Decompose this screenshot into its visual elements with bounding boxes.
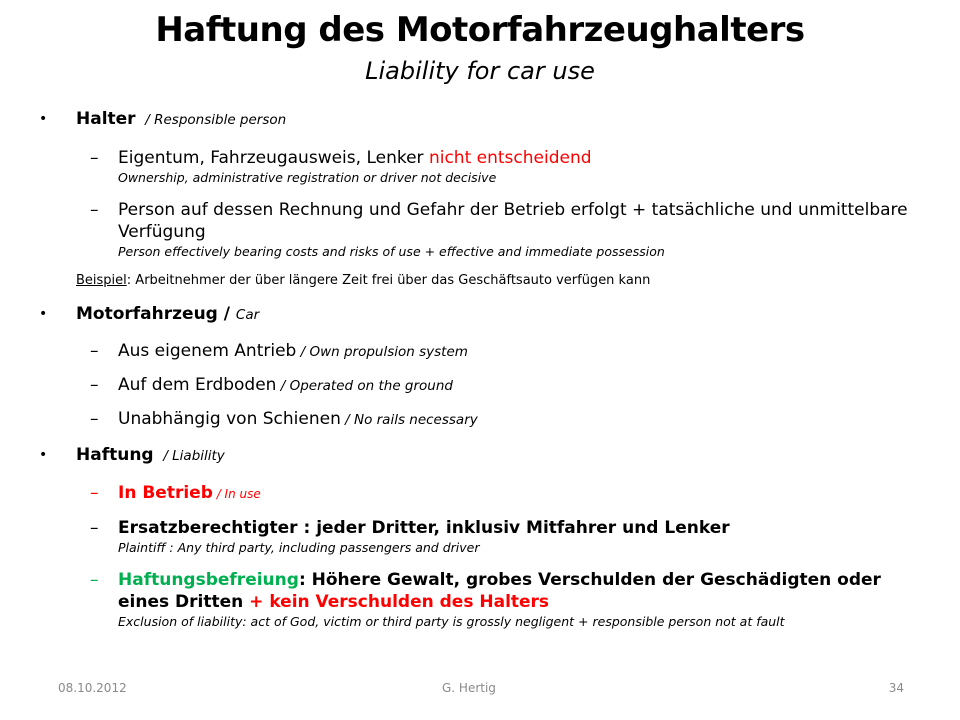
slide-content [0, 108, 960, 631]
item-eigentum [90, 147, 926, 187]
item-translation: / Own propulsion system [296, 344, 468, 360]
item-translation: Ownership, administrative registration or driver not decisive [118, 170, 497, 185]
heading-motorfahrzeug-translation: Car [235, 307, 260, 323]
item-translation: Plaintiff : Any third party, including passengers and driver [118, 540, 480, 555]
footer-author: G. Hertig [442, 681, 496, 695]
dash-icon: – [90, 200, 99, 220]
item-text: Person auf dessen Rechnung und Gefahr der Betrieb erfolgt + tatsächliche und unmittelbare Verfügung [118, 200, 908, 242]
example-line [76, 271, 960, 291]
item-red-text: nicht entscheidend [428, 148, 592, 168]
item-ersatzberechtigter [90, 517, 926, 557]
item-translation: / In use [212, 487, 261, 501]
item-text: Eigentum, Fahrzeugausweis, Lenker [118, 148, 429, 168]
heading-motorfahrzeug: Motorfahrzeug [76, 304, 218, 324]
heading-haftung: Haftung [76, 445, 154, 465]
item-text: : Höhere Gewalt, grobes Verschulden der Geschädigten oder eines Dritten [118, 570, 881, 612]
footer-page-number: 34 [888, 681, 904, 695]
heading-separator: / [217, 304, 236, 324]
item-translation: / Operated on the ground [276, 378, 453, 394]
item-text: Unabhängig von Schienen [118, 409, 341, 429]
item-haftungsbefreiung [90, 569, 926, 631]
slide-title: Haftung des Motorfahrzeughalters [155, 10, 805, 50]
heading-halter-translation: / Responsible person [145, 112, 287, 128]
item-erdboden [90, 374, 926, 397]
item-person [90, 199, 926, 261]
dash-icon: – [90, 518, 99, 538]
item-red-text: + kein Verschulden des Halters [249, 592, 550, 612]
example-text: Arbeitnehmer der über längere Zeit frei über das Geschäftsauto verfügen kann [131, 273, 651, 288]
bullet-icon: • [39, 447, 48, 463]
dash-icon: – [90, 483, 99, 503]
dash-icon: – [90, 341, 99, 361]
slide-subtitle: Liability for car use [365, 57, 595, 85]
item-translation: Exclusion of liability: act of God, victim or third party is grossly negligent + responsible person not at fault [118, 614, 785, 629]
item-text: In Betrieb [118, 483, 213, 503]
footer-date: 08.10.2012 [58, 681, 127, 695]
heading-haftung-translation: / Liability [163, 448, 225, 464]
item-green-text: Haftungsbefreiung [118, 570, 299, 590]
item-antrieb [90, 340, 926, 363]
bullet-halter [39, 108, 960, 131]
item-translation: / No rails necessary [340, 412, 478, 428]
item-text: Auf dem Erdboden [118, 375, 277, 395]
dash-icon: – [90, 148, 99, 168]
example-colon: : [126, 273, 132, 288]
item-text: Ersatzberechtigter : jeder Dritter, inklusiv Mitfahrer und Lenker [118, 518, 730, 538]
bullet-haftung [39, 444, 960, 467]
bullet-icon: • [39, 306, 48, 322]
bullet-motorfahrzeug [39, 303, 960, 326]
dash-icon: – [90, 409, 99, 429]
item-translation: Person effectively bearing costs and risks of use + effective and immediate possession [118, 244, 665, 259]
dash-icon: – [90, 375, 99, 395]
heading-halter: Halter [76, 109, 136, 129]
item-betrieb [90, 482, 926, 505]
bullet-icon: • [39, 111, 48, 127]
item-schienen [90, 408, 926, 431]
example-label: Beispiel [76, 273, 127, 288]
item-text: Aus eigenem Antrieb [118, 341, 297, 361]
dash-icon: – [90, 570, 99, 590]
